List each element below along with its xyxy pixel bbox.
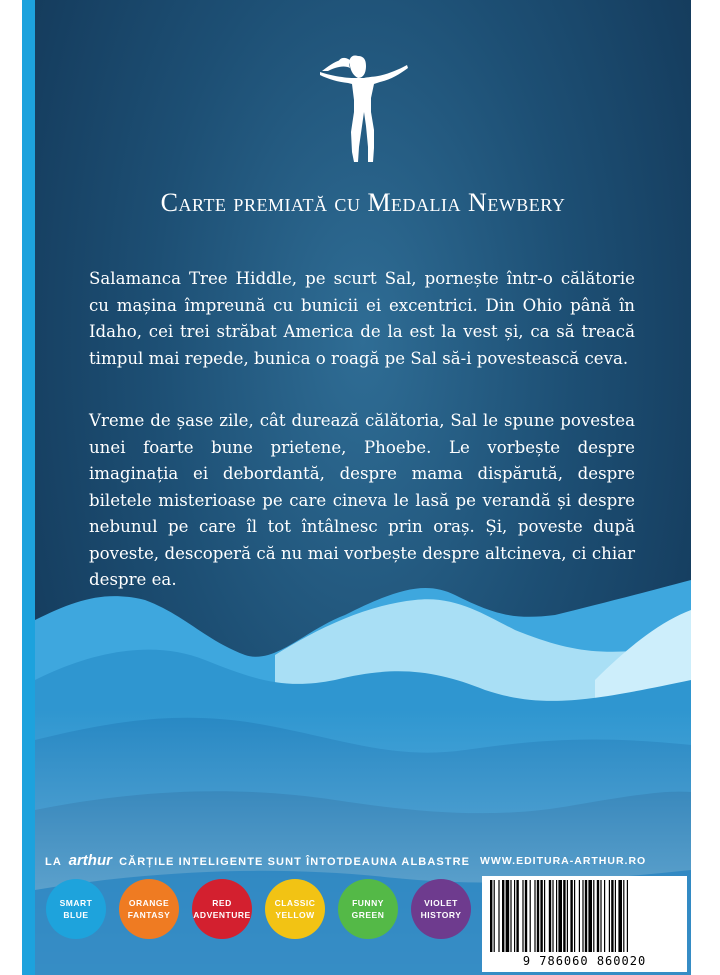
synopsis-paragraph-2: Vreme de șase zile, cât durează călătoria, Sal le spune povestea unei foarte bune prietene, Phoebe. Le vorbește despre imaginația ei debordantă, despre mama dispărută, despre biletele misterioase pe care cineva le lasă pe verandă și despre nebunul pe care îl tot întâlnesc prin oraș. Și, poveste după poveste, descoperă că nu mai vorbește despre altcineva, ci chiar despre ea. — [89, 411, 635, 589]
series-label: ORANGE FANTASY — [127, 898, 171, 920]
back-cover — [35, 0, 691, 975]
synopsis-paragraph-1: Salamanca Tree Hiddle, pe scurt Sal, pornește într-o călătorie cu mașina împreună cu bunicii ei excentrici. Din Ohio până în Idaho, cei trei străbat America de la est la vest și, ca să treacă timpul mai repede, bunica o roagă pe Sal să-i povestească ceva. — [89, 269, 635, 368]
publisher-tagline — [45, 852, 470, 869]
publisher-website: WWW.EDITURA-ARTHUR.RO — [480, 855, 647, 867]
series-label: RED ADVENTURE — [193, 898, 251, 920]
series-badge-smart-blue — [46, 879, 106, 939]
isbn-digits: 9 786060 860020 — [522, 954, 647, 968]
series-badge-red-adventure — [192, 879, 252, 939]
series-badge-funny-green — [338, 879, 398, 939]
award-heading: Carte premiată cu Medalia Newbery — [160, 188, 566, 217]
series-label: VIOLET HISTORY — [420, 898, 462, 920]
isbn-barcode — [482, 876, 687, 972]
barcode-bars — [488, 880, 681, 952]
tagline-text: CĂRȚILE INTELIGENTE SUNT ÎNTOTDEAUNA ALBASTRE — [119, 856, 471, 868]
tagline-prefix: LA — [45, 856, 62, 868]
spine-strip — [22, 0, 35, 975]
page-margin — [691, 0, 720, 975]
series-badge-classic-yellow — [265, 879, 325, 939]
girl-silhouette-icon — [318, 52, 410, 167]
series-label: SMART BLUE — [59, 898, 93, 920]
series-badge-violet-history — [411, 879, 471, 939]
publisher-logo: arthur — [68, 852, 112, 869]
series-label: CLASSIC YELLOW — [274, 898, 316, 920]
series-badge-orange-fantasy — [119, 879, 179, 939]
series-label: FUNNY GREEN — [351, 898, 385, 920]
